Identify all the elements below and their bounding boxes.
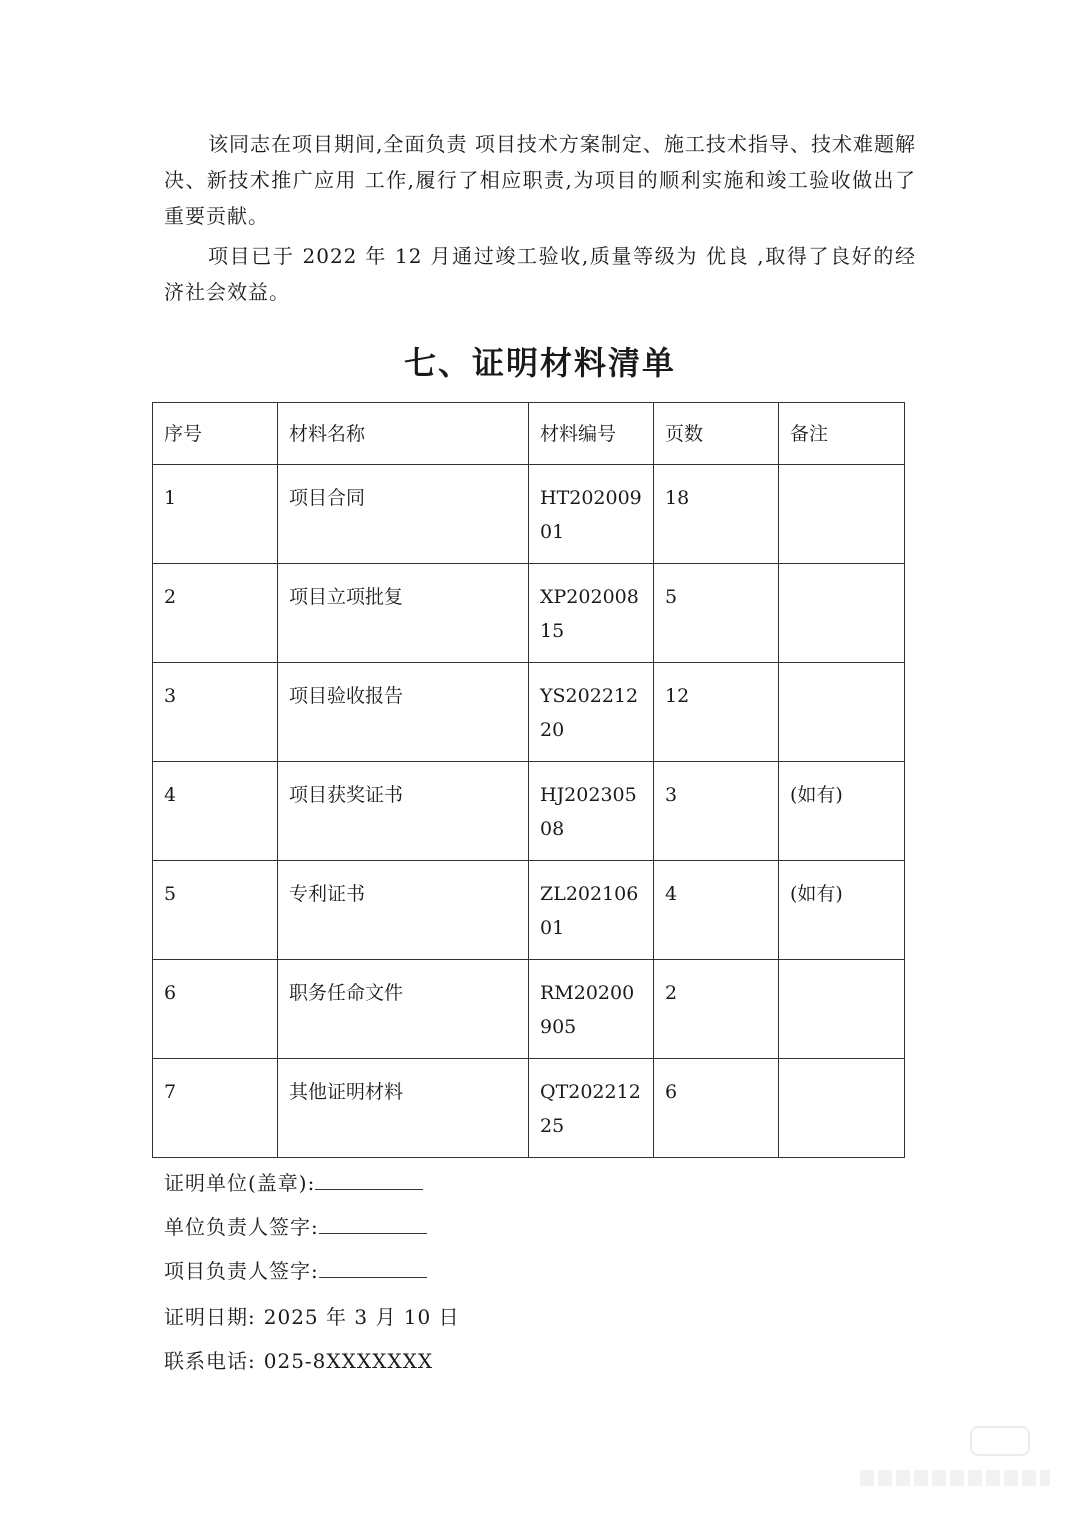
cell-name: 职务任命文件 <box>278 960 529 1059</box>
table-row <box>153 465 905 564</box>
cell-pages: 6 <box>654 1059 779 1158</box>
header-note: 备注 <box>779 403 905 465</box>
cell-note <box>779 564 905 663</box>
cell-pages: 18 <box>654 465 779 564</box>
cell-code: QT20221225 <box>529 1059 654 1158</box>
unit-head-signature-line <box>164 1212 427 1242</box>
project-head-signature-line <box>164 1256 427 1286</box>
certification-date-line <box>164 1302 460 1332</box>
cell-pages: 2 <box>654 960 779 1059</box>
watermark-logo-icon <box>970 1426 1030 1456</box>
cell-code: XP20200815 <box>529 564 654 663</box>
cell-name: 其他证明材料 <box>278 1059 529 1158</box>
date-value: 2025 年 3 月 10 日 <box>263 1305 460 1329</box>
cell-seq: 3 <box>153 663 278 762</box>
unit-head-label: 单位负责人签字: <box>164 1215 319 1239</box>
cell-code: HT20200901 <box>529 465 654 564</box>
cell-pages: 5 <box>654 564 779 663</box>
table-row <box>153 663 905 762</box>
unit-seal-blank <box>315 1169 423 1190</box>
materials-table <box>152 402 905 1158</box>
cell-note <box>779 663 905 762</box>
table-row <box>153 960 905 1059</box>
cell-pages: 4 <box>654 861 779 960</box>
section-title: 七、证明材料清单 <box>403 344 676 382</box>
unit-head-blank <box>319 1213 427 1234</box>
cell-note <box>779 1059 905 1158</box>
cell-note <box>779 465 905 564</box>
cell-pages: 12 <box>654 663 779 762</box>
watermark <box>830 1426 1050 1486</box>
cell-seq: 1 <box>153 465 278 564</box>
header-name: 材料名称 <box>278 403 529 465</box>
cell-note: (如有) <box>779 762 905 861</box>
cell-seq: 4 <box>153 762 278 861</box>
header-seq: 序号 <box>153 403 278 465</box>
phone-value: 025-8XXXXXXX <box>263 1349 434 1373</box>
cell-pages: 3 <box>654 762 779 861</box>
project-head-blank <box>319 1257 427 1278</box>
table-row <box>153 762 905 861</box>
cell-name: 项目立项批复 <box>278 564 529 663</box>
paragraph-acceptance: 项目已于 2022 年 12 月通过竣工验收,质量等级为 优良 ,取得了良好的经济社会效益。 <box>164 244 916 304</box>
table-header-row <box>153 403 905 465</box>
header-pages: 页数 <box>654 403 779 465</box>
cell-note <box>779 960 905 1059</box>
cell-name: 专利证书 <box>278 861 529 960</box>
cell-name: 项目验收报告 <box>278 663 529 762</box>
cell-code: RM20200905 <box>529 960 654 1059</box>
unit-seal-line <box>164 1168 423 1198</box>
cell-code: YS20221220 <box>529 663 654 762</box>
cell-name: 项目获奖证书 <box>278 762 529 861</box>
cell-name: 项目合同 <box>278 465 529 564</box>
cell-code: ZL20210601 <box>529 861 654 960</box>
table-row <box>153 564 905 663</box>
watermark-text-icon <box>860 1470 1050 1486</box>
header-code: 材料编号 <box>529 403 654 465</box>
unit-seal-label: 证明单位(盖章): <box>164 1171 316 1195</box>
cell-code: HJ20230508 <box>529 762 654 861</box>
table-row <box>153 861 905 960</box>
date-label: 证明日期: <box>164 1305 256 1329</box>
cell-seq: 6 <box>153 960 278 1059</box>
phone-label: 联系电话: <box>164 1349 256 1373</box>
cell-seq: 5 <box>153 861 278 960</box>
contact-phone-line <box>164 1346 433 1376</box>
cell-seq: 2 <box>153 564 278 663</box>
cell-seq: 7 <box>153 1059 278 1158</box>
cell-note: (如有) <box>779 861 905 960</box>
paragraph-responsibilities: 该同志在项目期间,全面负责 项目技术方案制定、施工技术指导、技术难题解决、新技术推广应用 工作,履行了相应职责,为项目的顺利实施和竣工验收做出了重要贡献。 <box>164 132 916 228</box>
project-head-label: 项目负责人签字: <box>164 1259 319 1283</box>
table-row <box>153 1059 905 1158</box>
